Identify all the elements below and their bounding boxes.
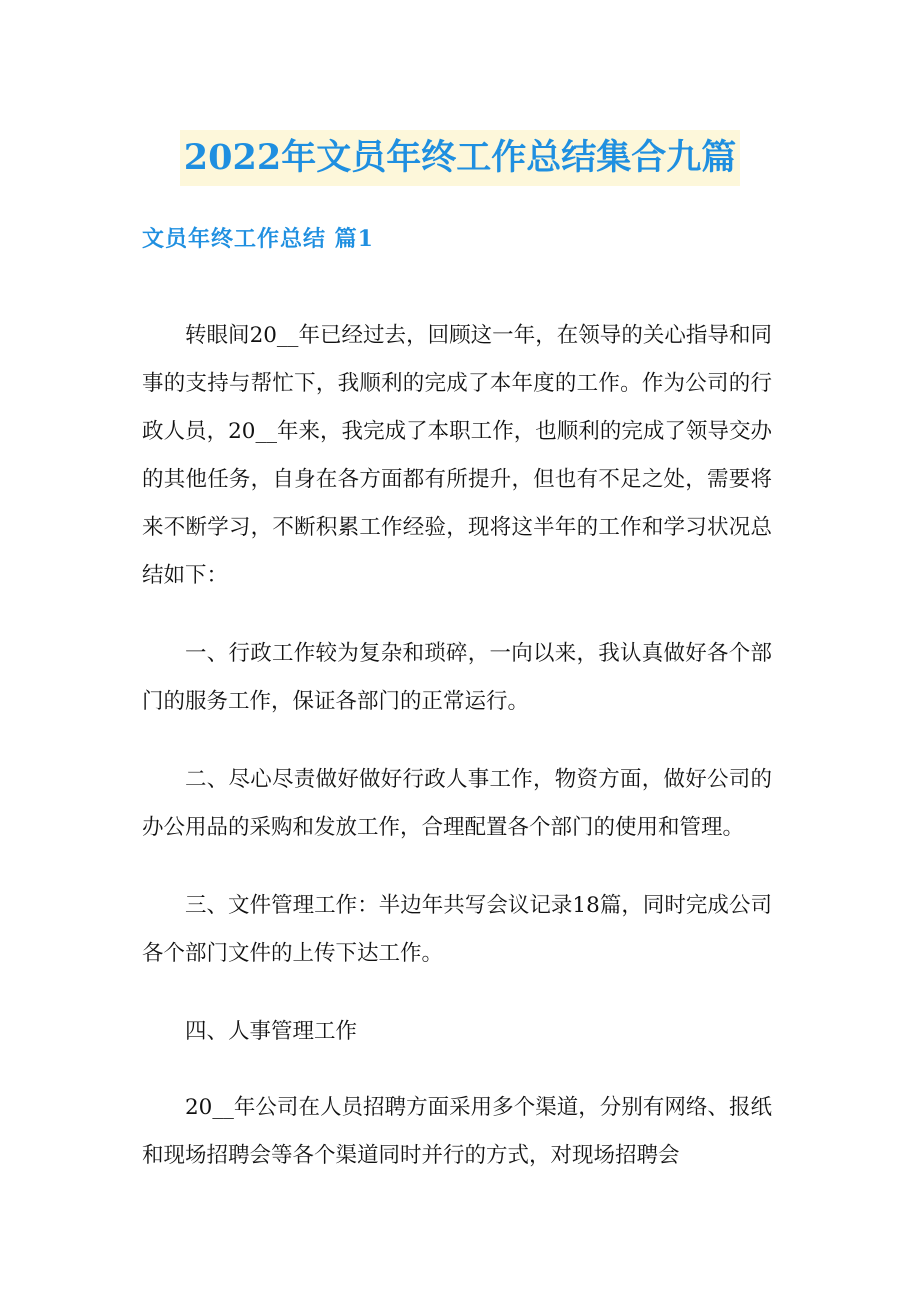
paragraph-intro: 转眼间20__年已经过去，回顾这一年，在领导的关心指导和同事的支持与帮忙下，我顺利的完成了本年度的工作。作为公司的行政人员，20__年来，我完成了本职工作，也顺利的完成了领导交办的其他任务，自身在各方面都有所提升，但也有不足之处，需要将来不断学习，不断积累工作经验，现将这半年的工作和学习状况总结如下： bbox=[142, 323, 772, 588]
paragraph-item-3: 三、文件管理工作：半边年共写会议记录18篇，同时完成公司各个部门文件的上传下达工作。 bbox=[142, 893, 772, 966]
section-heading: 文员年终工作总结 篇1 bbox=[142, 226, 374, 252]
title-wrap bbox=[0, 130, 920, 186]
paragraph-item-2: 二、尽心尽责做好做好行政人事工作，物资方面，做好公司的办公用品的采购和发放工作，合理配置各个部门的使用和管理。 bbox=[142, 767, 772, 840]
document-body bbox=[142, 312, 772, 1210]
paragraph-item-1: 一、行政工作较为复杂和琐碎，一向以来，我认真做好各个部门的服务工作，保证各部门的正常运行。 bbox=[142, 641, 772, 714]
paragraph-item-4: 四、人事管理工作 bbox=[185, 1019, 358, 1044]
paragraph-recruitment: 20__年公司在人员招聘方面采用多个渠道，分别有网络、报纸和现场招聘会等各个渠道同时并行的方式，对现场招聘会 bbox=[142, 1095, 772, 1168]
document-title: 2022年文员年终工作总结集合九篇 bbox=[180, 130, 740, 186]
